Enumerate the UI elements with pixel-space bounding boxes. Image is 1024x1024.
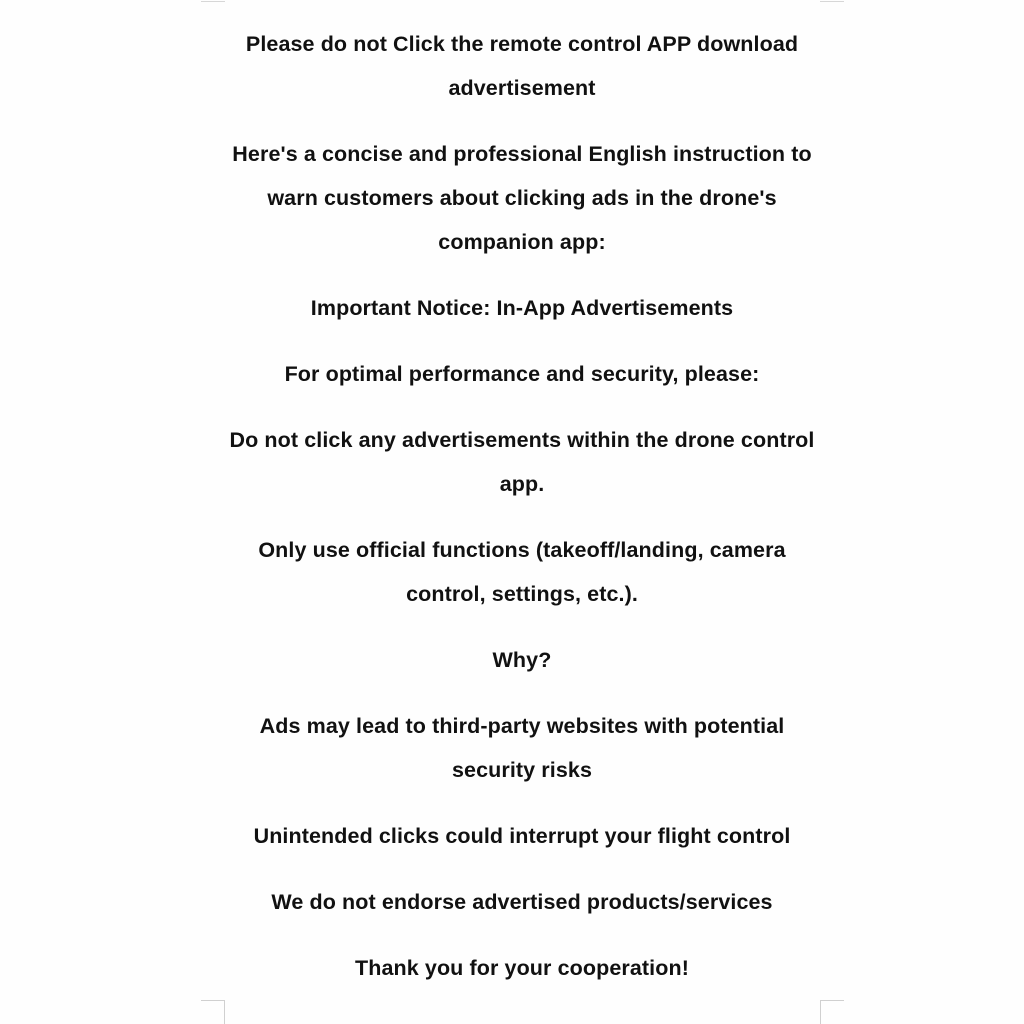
reason-item: Ads may lead to third-party websites with potential security risks (259, 714, 785, 782)
instruction-item: Do not click any advertisements within the drone control app. (229, 428, 815, 496)
intro-paragraph: Here's a concise and professional English instruction to warn customers about clicking ads in the drone's companion app: (232, 142, 812, 254)
page-corner-mark-top-left (201, 0, 225, 2)
page-corner-mark-top-right (820, 0, 844, 2)
document-body (222, 22, 822, 990)
reason-item: We do not endorse advertised products/services (271, 890, 773, 914)
closing-line: Thank you for your cooperation! (355, 956, 689, 980)
instruction-item: Only use official functions (takeoff/landing, camera control, settings, etc.). (258, 538, 786, 606)
notice-heading: Please do not Click the remote control APP download advertisement (245, 32, 799, 100)
page-corner-mark-bottom-left (201, 1000, 225, 1024)
reason-heading: Why? (492, 648, 552, 672)
notice-title: Important Notice: In-App Advertisements (310, 296, 734, 320)
page-corner-mark-bottom-right (820, 1000, 844, 1024)
instruction-lead: For optimal performance and security, please: (284, 362, 760, 386)
reason-item: Unintended clicks could interrupt your flight control (253, 824, 791, 848)
